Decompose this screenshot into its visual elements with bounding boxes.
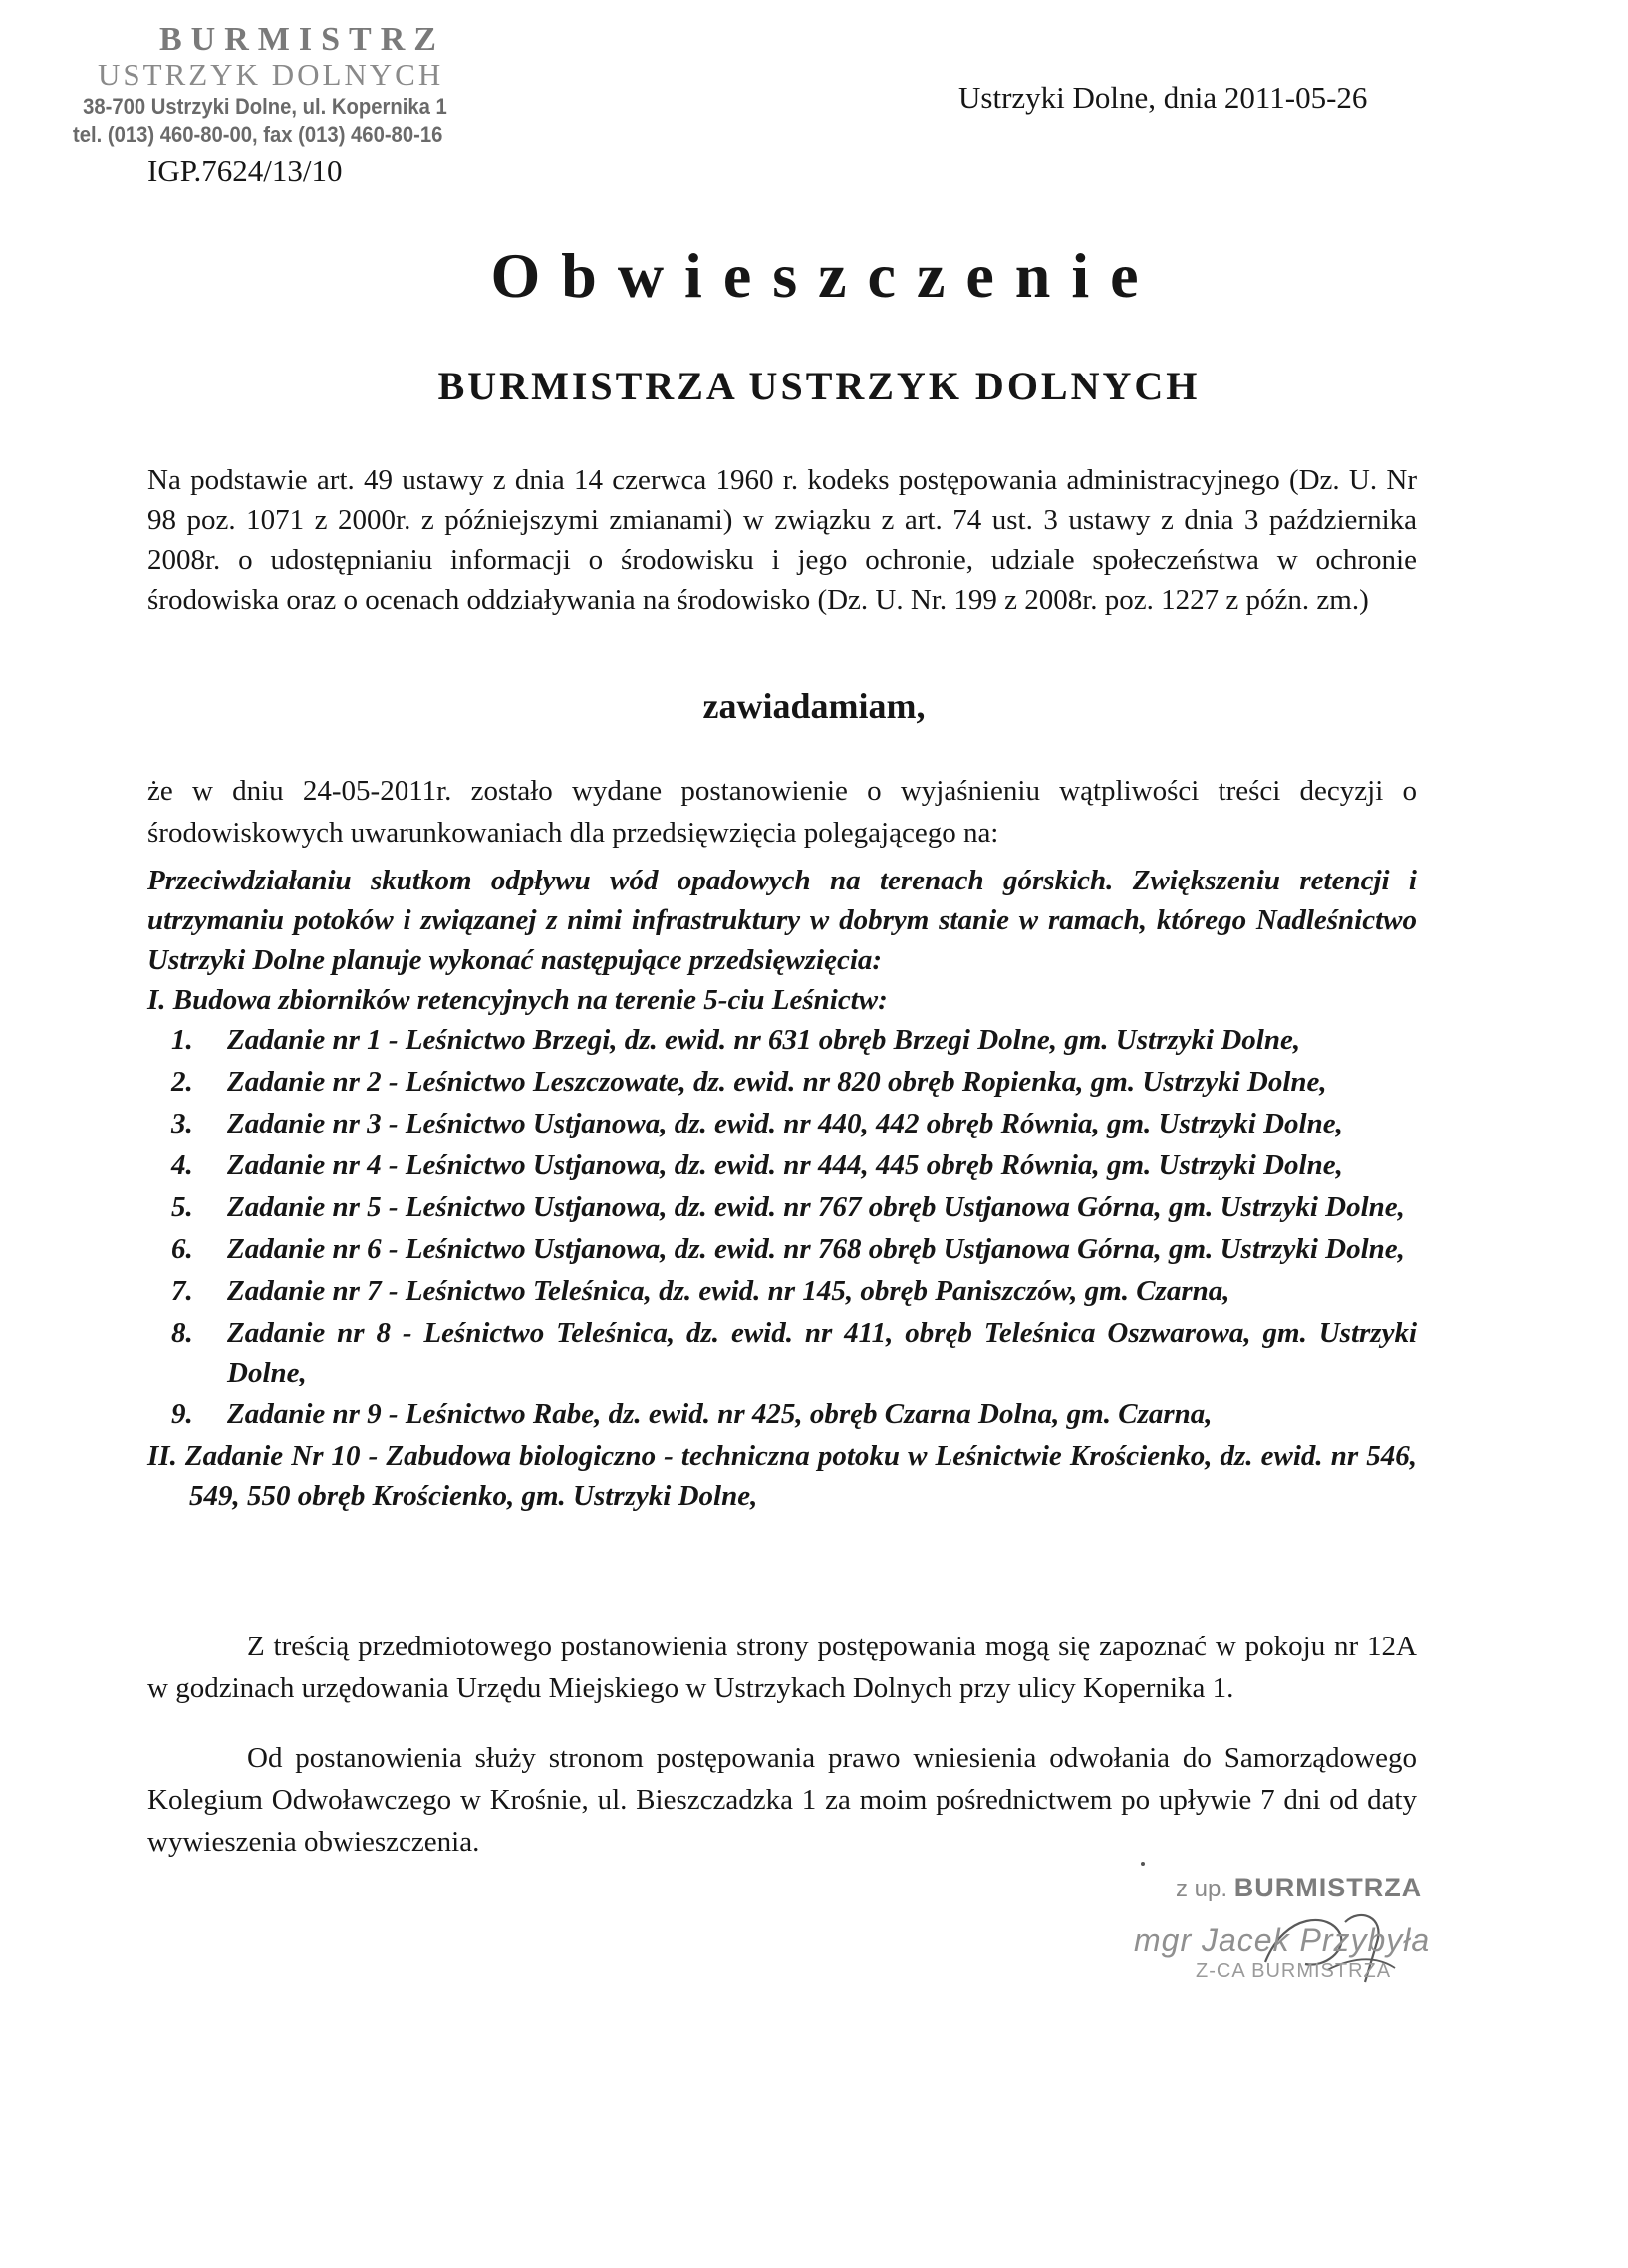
legal-basis-paragraph: Na podstawie art. 49 ustawy z dnia 14 czerwca 1960 r. kodeks postępowania administracyjnego (Dz. U. Nr 98 poz. 1071 z 2000r. z późniejszymi zmianami) w związku z art. 74 ust. 3 ustawy z dnia 3 października 2008r. o udostępnianiu informacji o środowisku i jego ochronie, udziale społeczeństwa w ochronie środowiska oraz o ocenach oddziaływania na środowisko (Dz. U. Nr. 199 z 2008r. poz. 1227 z późn. zm.) xyxy=(147,464,1417,616)
task-text: Zadanie nr 9 - Leśnictwo Rabe, dz. ewid. nr 425, obręb Czarna Dolna, gm. Czarna, xyxy=(227,1398,1213,1430)
task-number: 8. xyxy=(171,1317,193,1349)
notification-heading: zawiadamiam, xyxy=(702,686,926,726)
task-text: Zadanie nr 6 - Leśnictwo Ustjanowa, dz. ewid. nr 768 obręb Ustjanowa Górna, gm. Ustrzyki Dolne, xyxy=(227,1233,1405,1265)
on-behalf-of xyxy=(1176,1873,1422,1903)
task-number: 9. xyxy=(171,1398,193,1430)
list-item xyxy=(147,1187,1417,1227)
task-number: 4. xyxy=(171,1149,193,1181)
list-item xyxy=(147,1394,1417,1434)
signatory-name: mgr Jacek Przybyła xyxy=(1134,1922,1431,1958)
stamp-line-town: USTRZYK DOLNYCH xyxy=(98,57,444,92)
list-item xyxy=(147,1104,1417,1143)
stamp-line-phone: tel. (013) 460-80-00, fax (013) 460-80-16 xyxy=(73,123,443,147)
reference-number: IGP.7624/13/10 xyxy=(147,153,343,188)
list-item xyxy=(147,1229,1417,1269)
task-text: Zadanie nr 1 - Leśnictwo Brzegi, dz. ewid. nr 631 obręb Brzegi Dolne, gm. Ustrzyki Dolne, xyxy=(227,1024,1301,1056)
section-two-task: II. Zadanie Nr 10 - Zabudowa biologiczno - techniczna potoku w Leśnictwie Krościenko, dz. ewid. nr 546, 549, 550 obręb Krościenko, gm. Ustrzyki Dolne, xyxy=(147,1440,1417,1512)
task-text: Zadanie nr 7 - Leśnictwo Teleśnica, dz. ewid. nr 145, obręb Paniszczów, gm. Czarna, xyxy=(227,1275,1230,1307)
task-text: Zadanie nr 5 - Leśnictwo Ustjanowa, dz. ewid. nr 767 obręb Ustjanowa Górna, gm. Ustrzyki Dolne, xyxy=(227,1191,1405,1223)
task-text: Zadanie nr 8 - Leśnictwo Teleśnica, dz. ewid. nr 411, obręb Teleśnica Oszwarowa, gm. Ustrzyki Dolne, xyxy=(227,1317,1417,1388)
list-item xyxy=(147,1020,1417,1060)
task-text: Zadanie nr 2 - Leśnictwo Leszczowate, dz. ewid. nr 820 obręb Ropienka, gm. Ustrzyki Dolne, xyxy=(227,1066,1327,1098)
office-stamp xyxy=(62,22,460,149)
stamp-line-address: 38-700 Ustrzyki Dolne, ul. Kopernika 1 xyxy=(83,94,447,119)
list-item xyxy=(147,1062,1417,1102)
task-number: 3. xyxy=(171,1108,193,1139)
list-item xyxy=(147,1271,1417,1311)
closing-section xyxy=(147,1626,1417,1890)
task-number: 2. xyxy=(171,1066,193,1098)
list-item xyxy=(147,1313,1417,1392)
section-one-heading: I. Budowa zbiorników retencyjnych na terenie 5-ciu Leśnictw: xyxy=(147,984,888,1016)
inspection-paragraph: Z treścią przedmiotowego postanowienia strony postępowania mogą się zapoznać w pokoju nr 12A w godzinach urzędowania Urzędu Miejskiego w Ustrzykach Dolnych przy ulicy Kopernika 1. xyxy=(147,1631,1417,1704)
document-subtitle: BURMISTRZA USTRZYK DOLNYCH xyxy=(437,364,1201,408)
task-number: 7. xyxy=(171,1275,193,1307)
task-text: Zadanie nr 4 - Leśnictwo Ustjanowa, dz. ewid. nr 444, 445 obręb Równia, gm. Ustrzyki Dolne, xyxy=(227,1149,1343,1181)
task-number: 1. xyxy=(171,1024,193,1056)
project-section xyxy=(147,861,1417,1516)
project-description: Przeciwdziałaniu skutkom odpływu wód opadowych na terenach górskich. Zwiększeniu retencji i utrzymaniu potoków i związanej z nimi infrastruktury w dobrym stanie w ramach, którego Nadleśnictwo Ustrzyki Dolne planuje wykonać następujące przedsięwzięcia: xyxy=(147,865,1417,976)
appeal-paragraph: Od postanowienia służy stronom postępowania prawo wniesienia odwołania do Samorządowego Kolegium Odwoławczego w Krośnie, ul. Bieszczadzka 1 za moim pośrednictwem po upływie 7 dni od daty wywieszenia obwieszczenia. xyxy=(147,1742,1417,1858)
task-text: Zadanie nr 3 - Leśnictwo Ustjanowa, dz. ewid. nr 440, 442 obręb Równia, gm. Ustrzyki Dolne, xyxy=(227,1108,1343,1139)
ink-dot xyxy=(1141,1862,1145,1866)
task-list xyxy=(147,1020,1417,1434)
stamp-line-office: BURMISTRZ xyxy=(159,21,445,58)
task-number: 5. xyxy=(171,1191,193,1223)
document-title: Obwieszczenie xyxy=(490,240,1160,311)
signature-stamp xyxy=(1116,1873,1475,1992)
decision-paragraph: że w dniu 24-05-2011r. zostało wydane postanowienie o wyjaśnieniu wątpliwości treści decyzji o środowiskowych uwarunkowaniach dla przedsięwzięcia polegającego na: xyxy=(147,775,1417,849)
signatory-role: Z-CA BURMISTRZA xyxy=(1196,1960,1392,1982)
on-behalf-prefix: z up. xyxy=(1176,1876,1228,1902)
document-date: Ustrzyki Dolne, dnia 2011-05-26 xyxy=(958,80,1368,115)
on-behalf-office: BURMISTRZA xyxy=(1233,1873,1423,1902)
list-item xyxy=(147,1145,1417,1185)
task-number: 6. xyxy=(171,1233,193,1265)
